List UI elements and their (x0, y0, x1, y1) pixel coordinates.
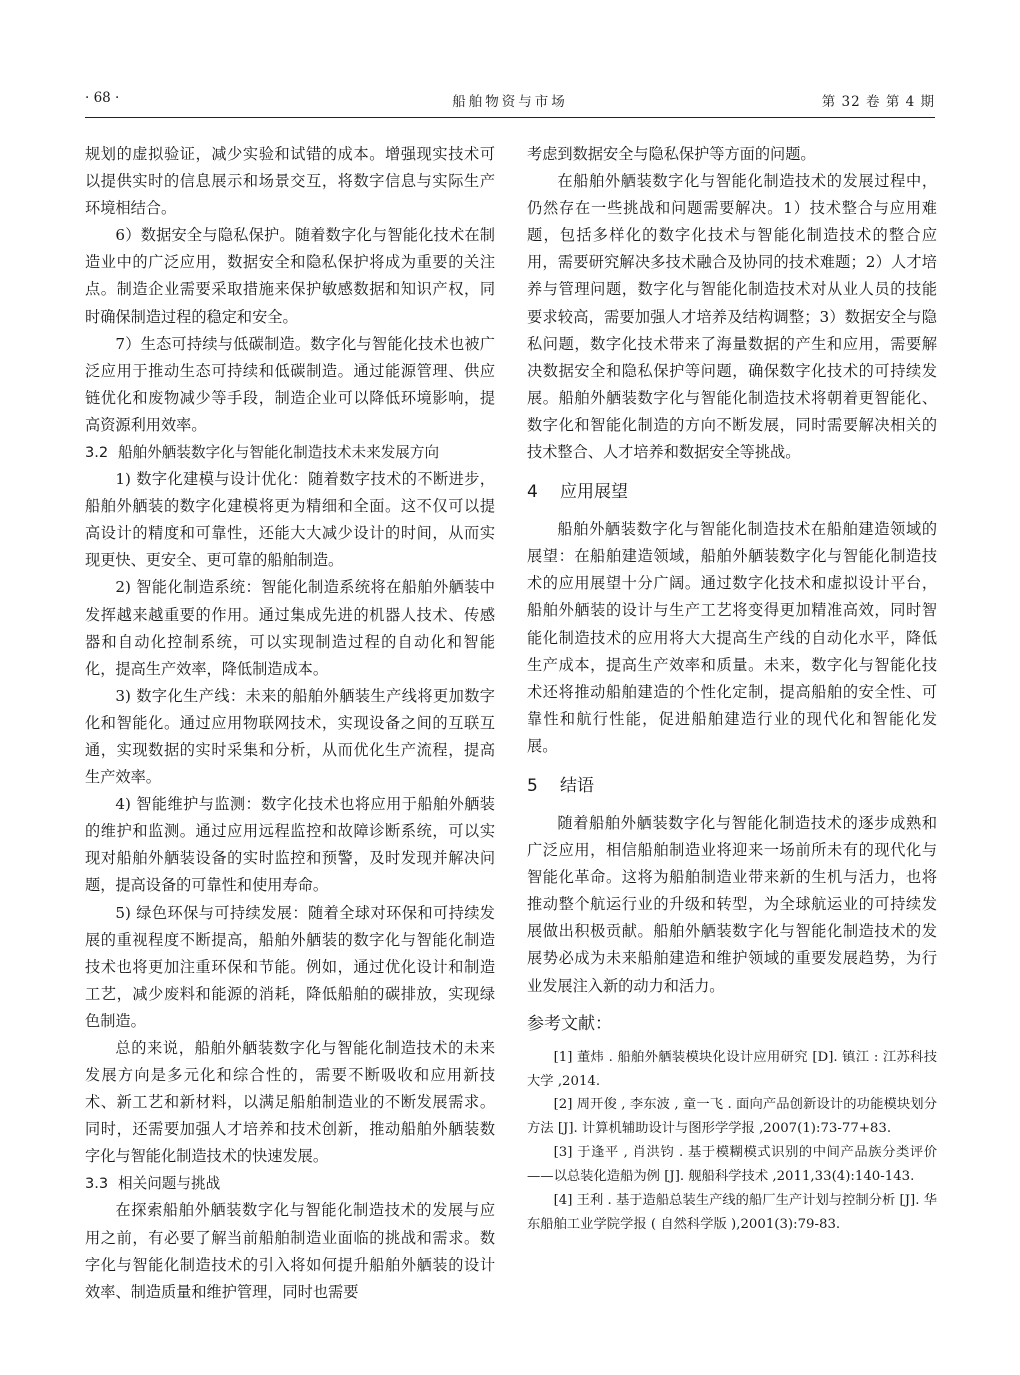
section-number: 3.2 (85, 444, 109, 462)
spacer (527, 800, 937, 810)
reference-item: [4] 王利 . 基于造船总装生产线的船厂生产计划与控制分析 [J]. 华东船舶工业学院学报 ( 自然科学版 ),2001(3):79-83. (527, 1193, 937, 1232)
paragraph-continued: 规划的虚拟验证，减少实验和试错的成本。增强现实技术可以提供实时的信息展示和场景交互，将数字信息与实际生产环境相结合。 (85, 145, 495, 218)
reference-item: [2] 周开俊 , 李东波 , 童一飞 . 面向产品创新设计的功能模块划分方法 [J]. 计算机辅助设计与图形学学报 ,2007(1):73-77+83. (527, 1097, 937, 1137)
section-4-heading (527, 478, 937, 506)
section-3-3-heading (85, 1170, 495, 1197)
section-title: 船舶外舾装数字化与智能化制造技术未来发展方向 (118, 444, 440, 462)
section-4-paragraph: 船舶外舾装数字化与智能化制造技术在船舶建造领域的展望：在船舶建造领域，船舶外舾装数字化与智能化制造技术的应用展望十分广阔。通过数字化技术和虚拟设计平台，船舶外舾装的设计与生产工艺将变得更加精准高效，同时智能化制造技术的应用将大大提高生产线的自动化水平，降低生产成本，提高生产效率和质量。未来，数字化与智能化技术还将推动船舶建造的个性化定制，提高船舶的安全性、可靠性和航行性能，促进船舶建造行业的现代化和智能化发展。 (527, 520, 937, 755)
reference-item: [1] 董炜 . 船舶外舾装模块化设计应用研究 [D]. 镇江 : 江苏科技大学 ,2014. (527, 1049, 937, 1089)
section-title: 结语 (560, 775, 594, 796)
direction-item-5: 5) 绿色环保与可持续发展：随着全球对环保和可持续发展的重视程度不断提高，船舶外舾装的数字化与智能化制造技术也将更加注重环保和节能。例如，通过优化设计和制造工艺，减少废料和能源的消耗，降低船舶的碳排放，实现绿色制造。 (85, 903, 495, 1030)
references-list (527, 1046, 937, 1237)
section-5-heading (527, 772, 937, 800)
references-title: 参考文献： (527, 1013, 612, 1034)
direction-item-2: 2) 智能化制造系统：智能化制造系统将在船舶外舾装中发挥越来越重要的作用。通过集成先进的机器人技术、传感器和自动化控制系统，可以实现制造过程的自动化和智能化，提高生产效率，降低制造成本。 (85, 578, 495, 678)
issue-label: 第 32 卷 第 4 期 (821, 94, 935, 110)
header-rule (85, 117, 935, 118)
spacer (527, 466, 937, 478)
spacer (527, 1038, 937, 1046)
direction-item-1: 1) 数字化建模与设计优化：随着数字技术的不断进步，船舶外舾装的数字化建模将更为精细和全面。这不仅可以提高设计的精度和可靠性，还能大大减少设计的时间，从而实现更快、更安全、更可靠的船舶制造。 (85, 470, 495, 570)
paragraph-item-6: 6）数据安全与隐私保护。随着数字化与智能化技术在制造业中的广泛应用，数据安全和隐私保护将成为重要的关注点。制造企业需要采取措施来保护敏感数据和知识产权，同时确保制造过程的稳定和安全。 (85, 226, 495, 326)
page-header (85, 84, 935, 112)
page-number: · 68 · (85, 90, 120, 106)
summary-paragraph: 总的来说，船舶外舾装数字化与智能化制造技术的未来发展方向是多元化和综合性的，需要不断吸收和应用新技术、新工艺和新材料，以满足船舶制造业的不断发展需求。同时，还需要加强人才培养和技术创新，推动船舶外舾装数字化与智能化制造技术的快速发展。 (85, 1039, 495, 1166)
left-column (85, 141, 495, 1306)
reference-item: [3] 于逢平 , 肖洪钧 . 基于模糊模式识别的中间产品族分类评价——以总装化造船为例 [J]. 舰船科学技术 ,2011,33(4):140-143. (527, 1145, 937, 1185)
section-3-3-paragraph: 在探索船舶外舾装数字化与智能化制造技术的发展与应用之前，有必要了解当前船舶制造业面临的挑战和需求。数字化与智能化制造技术的引入将如何提升船舶外舾装的设计效率、制造质量和维护管理，同时也需要 (85, 1201, 495, 1301)
direction-item-4: 4) 智能维护与监测：数字化技术也将应用于船舶外舾装的维护和监测。通过应用远程监控和故障诊断系统，可以实现对船舶外舾装设备的实时监控和预警，及时发现并解决问题，提高设备的可靠性和使用寿命。 (85, 795, 495, 895)
paragraph-item-7: 7）生态可持续与低碳制造。数字化与智能化技术也被广泛应用于推动生态可持续和低碳制造。通过能源管理、供应链优化和废物减少等手段，制造企业可以降低环境影响，提高资源利用效率。 (85, 334, 495, 434)
section-number: 5 (527, 775, 538, 796)
section-5-paragraph: 随着船舶外舾装数字化与智能化制造技术的逐步成熟和广泛应用，相信船舶制造业将迎来一场前所未有的现代化与智能化革命。这将为船舶制造业带来新的生机与活力，也将推动整个航运行业的升级和转型，为全球航运业的可持续发展做出积极贡献。船舶外舾装数字化与智能化制造技术的发展势必成为未来船舶建造和维护领域的重要发展趋势，为行业发展注入新的动力和活力。 (527, 813, 937, 995)
paragraph-continued: 考虑到数据安全与隐私保护等方面的问题。 (527, 145, 816, 163)
spacer (527, 1000, 937, 1010)
spacer (527, 760, 937, 772)
section-title: 应用展望 (560, 482, 628, 503)
section-title: 相关问题与挑战 (118, 1175, 221, 1193)
section-number: 3.3 (85, 1175, 109, 1193)
section-3-2-heading (85, 439, 495, 466)
challenges-paragraph: 在船舶外舾装数字化与智能化制造技术的发展过程中，仍然存在一些挑战和问题需要解决。1）技术整合与应用难题，包括多样化的数字化技术与智能化制造技术的整合应用，需要研究解决多技术融合及协同的技术难题；2）人才培养与管理问题，数字化与智能化制造技术对从业人员的技能要求较高，需要加强人才培养及结构调整；3）数据安全与隐私问题，数字化技术带来了海量数据的产生和应用，需要解决数据安全和隐私保护等问题，确保数字化技术的可持续发展。船舶外舾装数字化与智能化制造技术将朝着更智能化、数字化和智能化制造的方向不断发展，同时需要解决相关的技术整合、人才培养和数据安全等挑战。 (527, 172, 937, 462)
section-number: 4 (527, 482, 538, 503)
direction-item-3: 3) 数字化生产线：未来的船舶外舾装生产线将更加数字化和智能化。通过应用物联网技术，实现设备之间的互联互通，实现数据的实时采集和分析，从而优化生产流程，提高生产效率。 (85, 686, 495, 787)
right-column (527, 141, 937, 1237)
spacer (527, 506, 937, 516)
journal-name: 船舶物资与市场 (452, 94, 568, 110)
